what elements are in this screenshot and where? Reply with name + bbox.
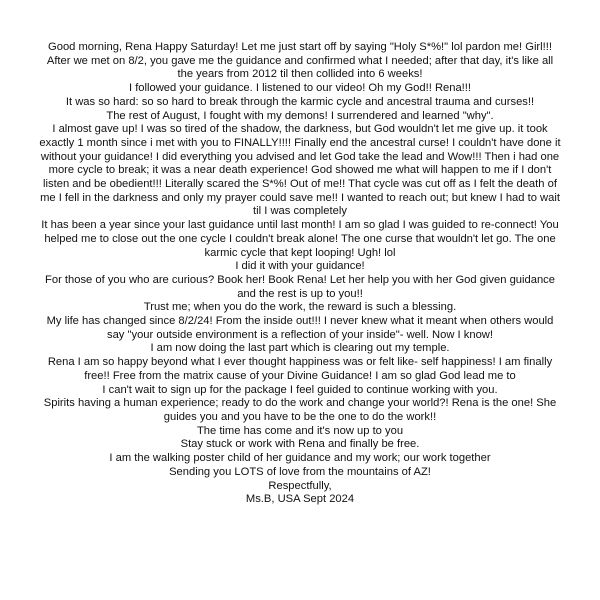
greeting-paragraph: Good morning, Rena Happy Saturday! Let me just start off by saying "Holy S*%!" lol pardon me! Girl!!! bbox=[48, 41, 552, 53]
meeting-paragraph: After we met on 8/2, you gave me the guidance and confirmed what I needed; after that day, it's like all the years from 2012 til then collided into 6 weeks! bbox=[46, 54, 554, 81]
happy-paragraph: Rena I am so happy beyond what I ever thought happiness was or felt like- self happiness! I am finally free!! Free from the matrix cause of your Divine Guidance! I am so glad God lead me to bbox=[47, 356, 553, 382]
book-her-paragraph: For those of you who are curious? Book her! Book Rena! Let her help you with her God given guidance and the rest is up to you!! bbox=[45, 273, 555, 300]
testimonial-text-block bbox=[38, 41, 562, 507]
hard-break-line: It was so hard: so so hard to break through the karmic cycle and ancestral trauma and curses!! bbox=[65, 95, 535, 108]
did-it-line: I did it with your guidance! bbox=[235, 260, 365, 273]
trust-me-line: Trust me; when you do the work, the reward is such a blessing. bbox=[143, 301, 457, 314]
love-from-az-line: Sending you LOTS of love from the mountains of AZ! bbox=[169, 465, 431, 478]
poster-child-line: I am the walking poster child of her guidance and my work; our work together bbox=[109, 452, 491, 465]
sign-off-line: Respectfully, bbox=[268, 479, 332, 492]
spirits-paragraph: Spirits having a human experience; ready to do the work and change your world?! Rena is the one! She guides you and you have to be the one to do the work!! bbox=[43, 397, 557, 423]
almost-gave-up-paragraph: I almost gave up! I was so tired of the shadow, the darkness, but God wouldn't let me give up. it took exactly 1 month since i met with you to FINALLY!!!! Finally end the ancestral curse! I couldn't have done it without your guidance! I did everything you advised and let God take the lead and Wow!!! Then i had one more cycle to break; it was a near death experience! God showed me what will happen to me if I don't listen and be obedient!!! Literally scared the S*%! Out of me!! That cycle was cut off as I felt the death of me I fell in the darkness and only my prayer could save me!! I wanted to reach out; but knew I had to wait til I was completely bbox=[39, 123, 561, 218]
sign-up-line: I can't wait to sign up for the package I feel guided to continue working with you. bbox=[102, 383, 498, 396]
rest-of-august-line: The rest of August, I fought with my demons! I surrendered and learned "why". bbox=[106, 109, 494, 122]
signature-line: Ms.B, USA Sept 2024 bbox=[245, 493, 355, 506]
stay-stuck-line: Stay stuck or work with Rena and finally be free. bbox=[180, 438, 420, 451]
year-since-paragraph: It has been a year since your last guidance until last month! I am so glad I was guided to re-connect! You helped me to close out the one cycle I couldn't break alone! The one curse that wouldn't let go. The one karmic cycle that kept looping! Ugh! lol bbox=[41, 219, 559, 259]
life-changed-paragraph: My life has changed since 8/2/24! From the inside out!!! I never knew what it meant when others would say "your outside environment is a reflection of your inside"- well. Now I know! bbox=[46, 315, 554, 341]
last-part-line: I am now doing the last part which is clearing out my temple. bbox=[150, 342, 450, 355]
followed-guidance-line: I followed your guidance. I listened to our video! Oh my God!! Rena!!! bbox=[128, 82, 472, 95]
time-has-come-line: The time has come and it's now up to you bbox=[196, 424, 404, 437]
